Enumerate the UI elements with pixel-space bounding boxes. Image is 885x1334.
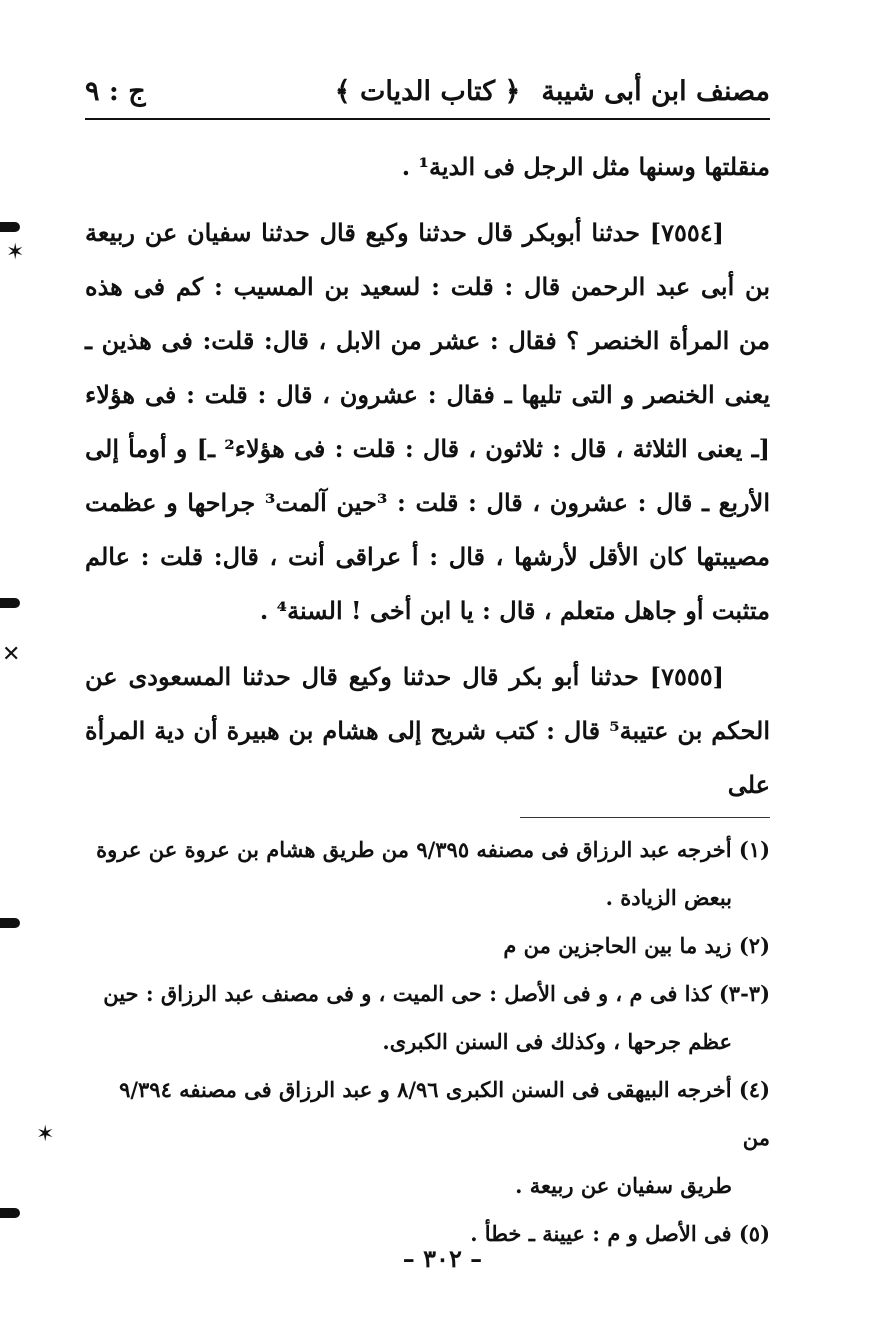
chapter-title: ﴿ كتاب الديات ﴾ [334,76,521,107]
scan-artifact-icon: ✶ [36,1122,55,1147]
binding-mark [0,1208,20,1218]
binding-mark [0,222,20,232]
footnote-2: (٢) زيد ما بين الحاجزين من م [503,933,770,958]
binding-mark [0,598,20,608]
footnote-4: (٤) أخرجه البيهقى فى السنن الكبرى ٨/٩٦ و عبد الرزاق فى مصنفه ٩/٣٩٤ من [119,1077,770,1150]
volume-number: ج : ٩ [85,76,146,107]
scan-artifact-icon: ✶ [6,240,25,265]
footnote-5: (٥) فى الأصل و م : عيينة ـ خطأ . [470,1221,770,1246]
main-text [85,140,770,824]
footnote-1: (١) أخرجه عبد الرزاق فى مصنفه ٩/٣٩٥ من طريق هشام بن عروة عن عروة [96,837,770,862]
footnote-3: (٣-٣) كذا فى م ، و فى الأصل : حى الميت ، و فى مصنف عبد الرزاق : حين [103,981,770,1006]
footnote-1-continued: ببعض الزيادة . [605,885,732,910]
paragraph-continuation: منقلتها وسنها مثل الرجل فى الدية¹ . [401,152,770,181]
footnote-4-continued: طريق سفيان عن ربيعة . [515,1173,732,1198]
book-title: مصنف ابن أبى شيبة [541,76,770,107]
footnote-3-continued: عظم جرحها ، وكذلك فى السنن الكبرى. [382,1029,732,1054]
binding-mark [0,918,20,928]
footnotes [85,826,770,1258]
hadith-7554: [٧٥٥٤] حدثنا أبوبكر قال حدثنا وكيع قال حدثنا سفيان عن ربيعة بن أبى عبد الرحمن قال : قلت : لسعيد بن المسيب : كم فى هذه من المرأة الخنصر ؟ فقال : عشر من الابل ، قال: قلت: فى هذين ـ يعنى الخنصر و التى تليها ـ فقال : عشرون ، قال : قلت : فى هؤلاء [ـ يعنى الثلاثة ، قال : ثلاثون ، قال : قلت : فى هؤلاء² ـ] و أومأ إلى الأربع ـ قال : عشرون ، قال : قلت : ³حين آلمت³ جراحها و عظمت مصيبتها كان الأقل لأرشها ، قال : أ عراقى أنت ، قال: قلت : عالم متثبت أو جاهل متعلم ، قال : يا ابن أخى ! السنة⁴ . [85,218,770,625]
hadith-7555: [٧٥٥٥] حدثنا أبو بكر قال حدثنا وكيع قال حدثنا المسعودى عن الحكم بن عتيبة⁵ قال : كتب شريح إلى هشام بن هبيرة أن دية المرأة على [85,662,770,799]
scan-artifact-icon: ✕ [2,642,21,667]
running-header [85,70,770,118]
page-number: – ٣٠٢ – [402,1244,483,1273]
footnote-rule [520,817,770,818]
header-rule [85,118,770,120]
